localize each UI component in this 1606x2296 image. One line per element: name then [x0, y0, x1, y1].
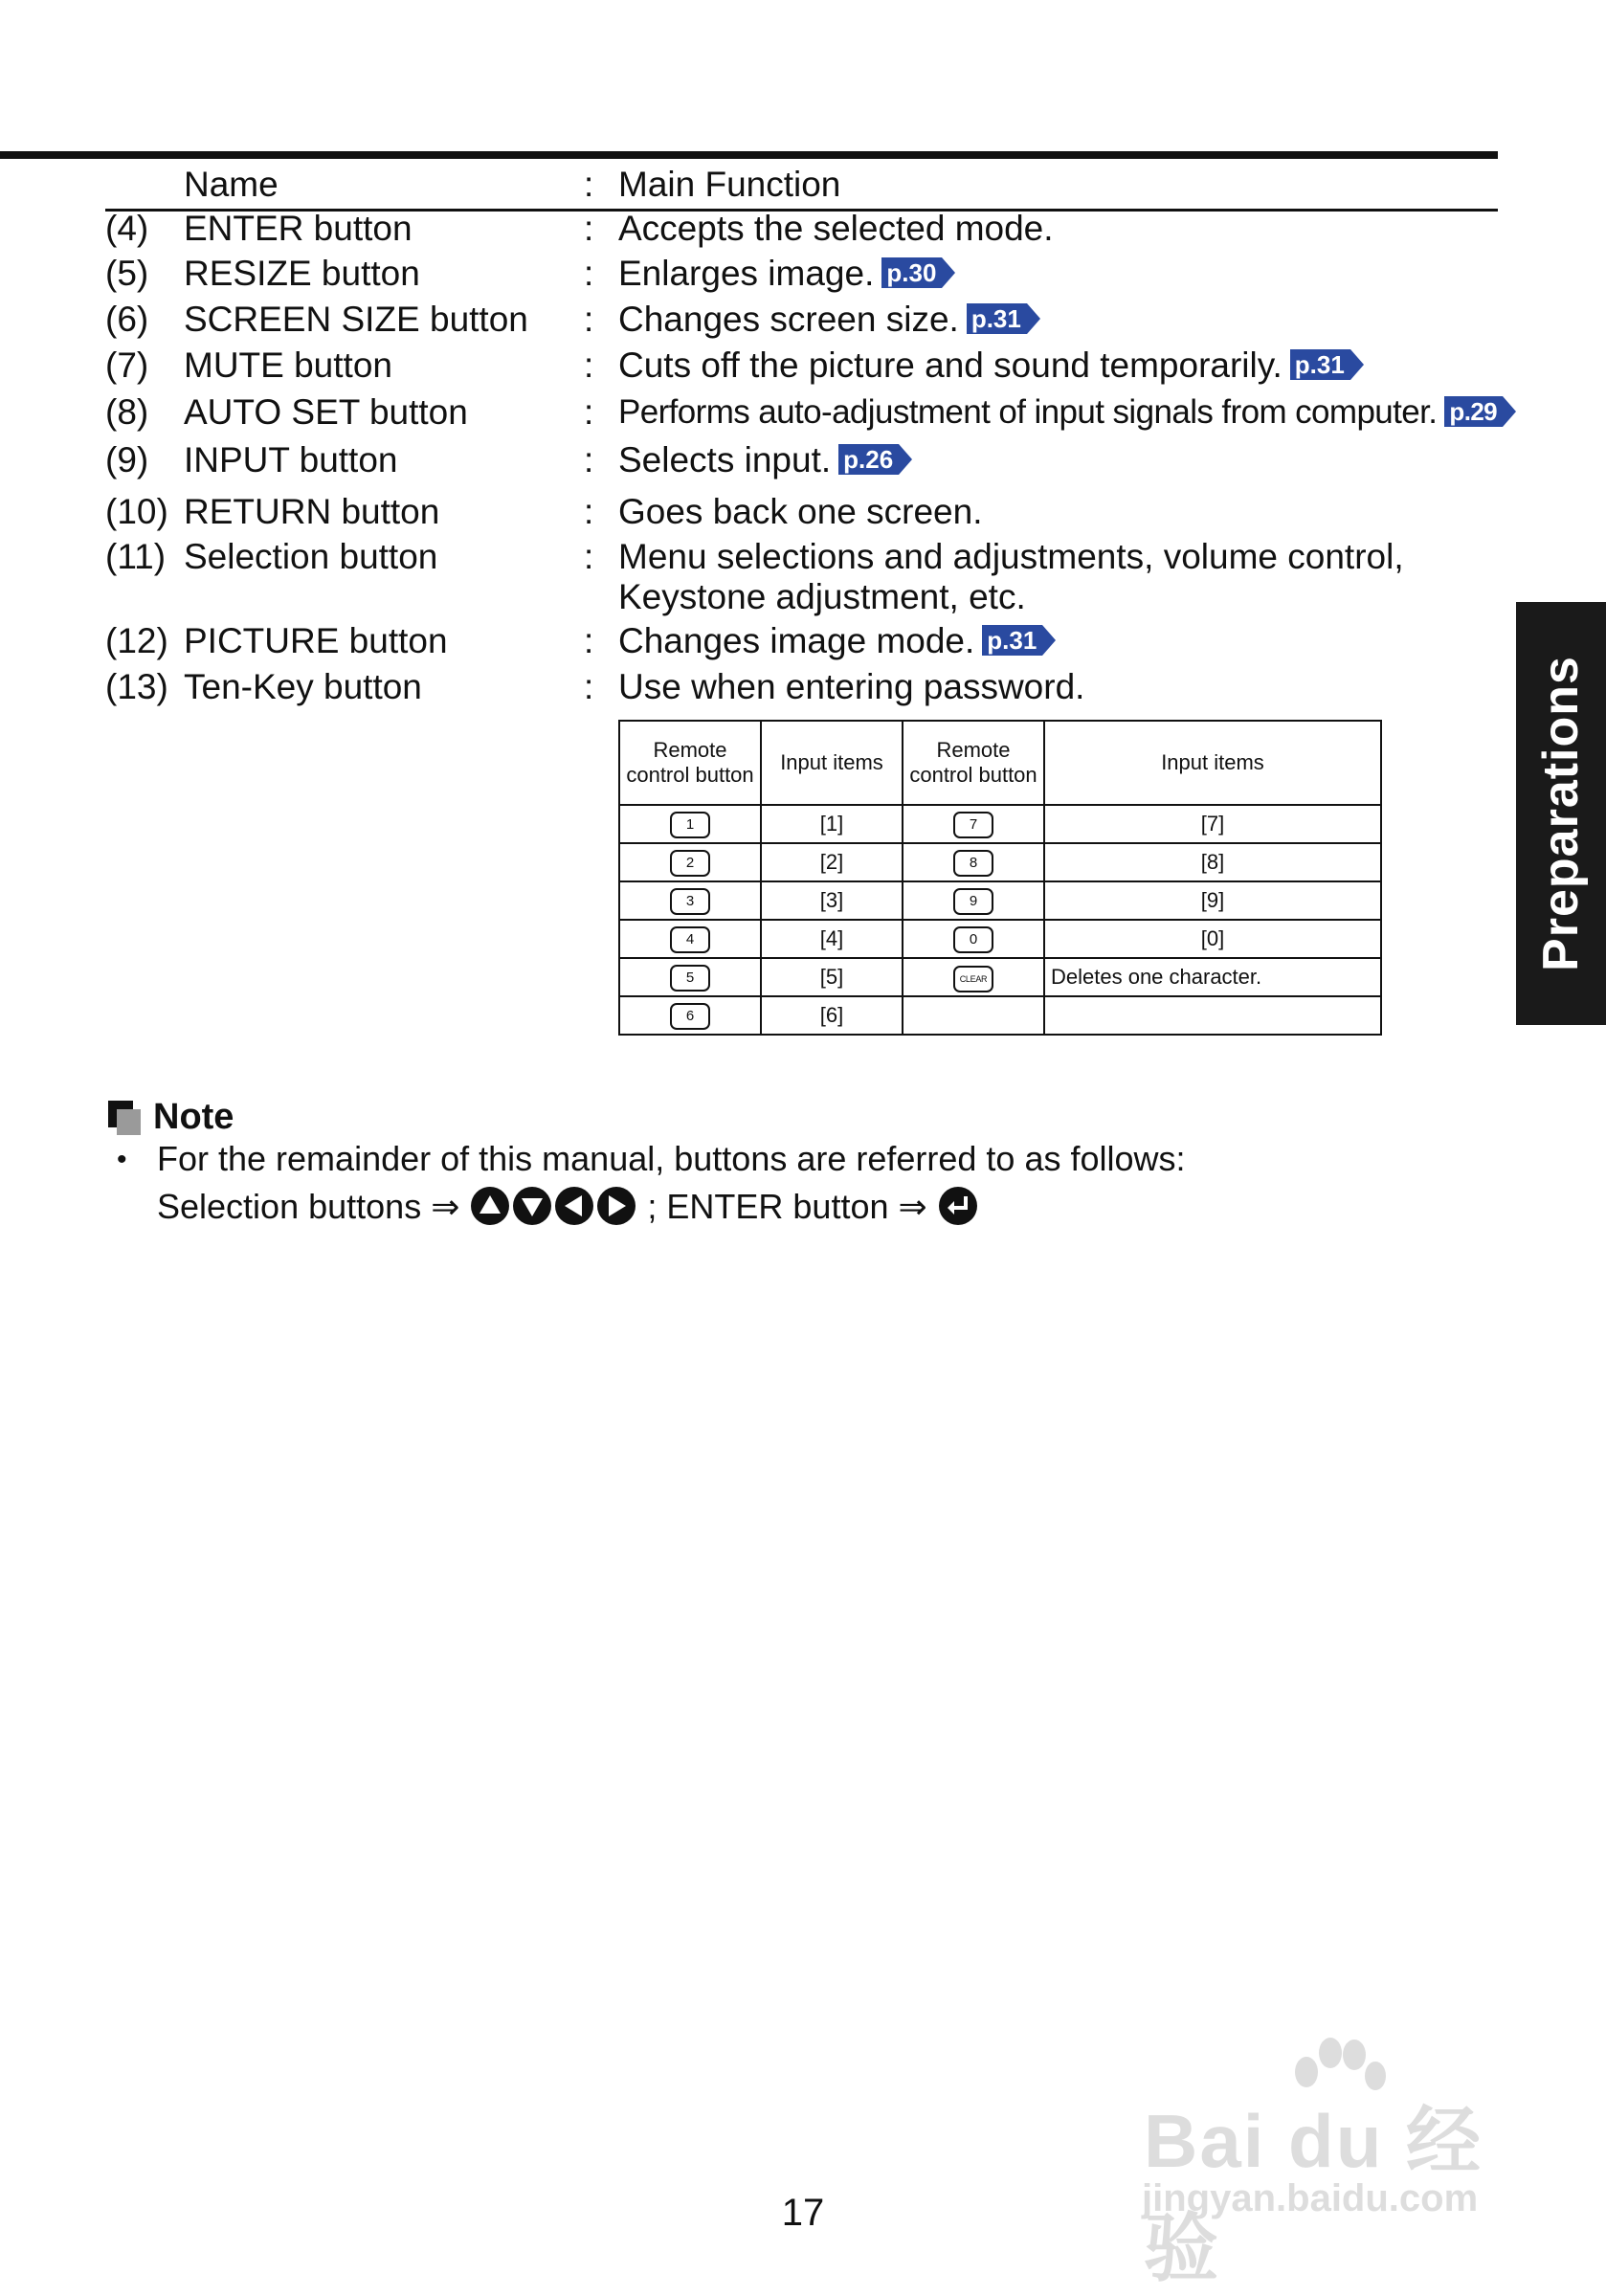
- row-name: RESIZE button: [184, 254, 420, 293]
- row-name: RETURN button: [184, 492, 440, 531]
- remote-key-cell: [903, 805, 1044, 843]
- row-function-text: Enlarges image.: [618, 254, 875, 293]
- watermark-url: jingyan.baidu.com: [1142, 2177, 1479, 2219]
- row-colon: :: [584, 346, 594, 385]
- row-colon: :: [584, 492, 594, 531]
- row-number: (9): [105, 440, 149, 479]
- section-tab: [1516, 602, 1606, 1025]
- keys-table-row: [619, 996, 1381, 1035]
- row-number: (8): [105, 392, 149, 432]
- enter-icon: [939, 1187, 977, 1225]
- input-item-cell: [5]: [761, 958, 903, 996]
- row-colon: :: [584, 667, 594, 706]
- keys-table-row: [619, 881, 1381, 920]
- row-number: (4): [105, 209, 149, 248]
- row-name: Selection button: [184, 537, 438, 576]
- row-colon: :: [584, 440, 594, 479]
- input-item-cell: [7]: [1044, 805, 1381, 843]
- input-item-cell: [6]: [761, 996, 903, 1035]
- keys-table-row: [619, 843, 1381, 881]
- input-item-cell: [0]: [1044, 920, 1381, 958]
- remote-key-icon: 3: [670, 888, 710, 915]
- remote-key-icon: 6: [670, 1003, 710, 1030]
- input-item-cell: Deletes one character.: [1044, 958, 1381, 996]
- input-item-cell: [3]: [761, 881, 903, 920]
- row-name: MUTE button: [184, 346, 392, 385]
- row-function-text: Performs auto-adjustment of input signals from computer.: [618, 393, 1438, 431]
- page-reference-badge[interactable]: p.30: [881, 257, 942, 288]
- ten-key-table: [618, 720, 1382, 1036]
- input-item-cell: [2]: [761, 843, 903, 881]
- remote-key-icon: 5: [670, 965, 710, 992]
- row-number: (12): [105, 621, 168, 660]
- row-function-text: Use when entering password.: [618, 667, 1085, 706]
- keys-table-row: [619, 805, 1381, 843]
- keys-table-row: [619, 920, 1381, 958]
- row-function: [618, 346, 1499, 386]
- row-function-text: Changes image mode.: [618, 621, 975, 660]
- bullet: •: [117, 1144, 127, 1175]
- row-name: PICTURE button: [184, 621, 448, 660]
- remote-key-cell: [619, 920, 761, 958]
- remote-key-cell: [903, 996, 1044, 1035]
- table-header: [105, 165, 1498, 212]
- note-line-2-b: ; ENTER button ⇒: [647, 1187, 927, 1226]
- watermark-brand: Bai du 经验: [1144, 2099, 1483, 2290]
- arrow-left-icon: [555, 1187, 593, 1225]
- header-name: Name: [184, 165, 279, 204]
- arrow-down-icon: [513, 1187, 551, 1225]
- row-name: Ten-Key button: [184, 667, 422, 706]
- remote-key-icon: 2: [670, 850, 710, 877]
- page-number: 17: [781, 2192, 825, 2234]
- row-function-text: Accepts the selected mode.: [618, 209, 1054, 248]
- row-function-text: Cuts off the picture and sound temporarily.: [618, 346, 1283, 385]
- page-reference-badge[interactable]: p.26: [838, 444, 899, 475]
- remote-key-cell: [619, 881, 761, 920]
- keys-header-3: Remote control button: [903, 721, 1044, 805]
- watermark: [1134, 2034, 1507, 2290]
- row-name: AUTO SET button: [184, 392, 468, 432]
- row-function: [618, 621, 1499, 661]
- row-colon: :: [584, 300, 594, 339]
- remote-key-cell: [903, 920, 1044, 958]
- page-reference-badge[interactable]: p.31: [967, 303, 1027, 334]
- input-item-cell: [1044, 996, 1381, 1035]
- header-colon: :: [584, 165, 594, 204]
- remote-key-cell: [619, 843, 761, 881]
- remote-key-cell: [903, 881, 1044, 920]
- row-number: (5): [105, 254, 149, 293]
- row-function: [618, 300, 1499, 340]
- row-function-text: Goes back one screen.: [618, 492, 983, 531]
- section-tab-label: Preparations: [1533, 656, 1589, 971]
- row-function: [618, 667, 1499, 707]
- row-colon: :: [584, 621, 594, 660]
- note-title: Note: [153, 1097, 234, 1137]
- row-function: [618, 537, 1499, 617]
- note-line-2-a: Selection buttons ⇒: [157, 1187, 460, 1226]
- row-function: [618, 392, 1499, 433]
- page-reference-badge[interactable]: p.31: [982, 625, 1042, 656]
- remote-key-cell: [903, 958, 1044, 996]
- header-func: Main Function: [618, 165, 841, 204]
- note-icon: [108, 1101, 141, 1135]
- page-reference-badge[interactable]: p.29: [1444, 396, 1503, 427]
- input-item-cell: [4]: [761, 920, 903, 958]
- row-name: INPUT button: [184, 440, 398, 479]
- top-rule: [0, 151, 1498, 159]
- remote-key-icon: 8: [953, 850, 993, 877]
- note-line-2: [157, 1187, 979, 1228]
- keys-header-2: Input items: [761, 721, 903, 805]
- row-function-text: Selects input.: [618, 440, 832, 479]
- row-function-text: Changes screen size.: [618, 300, 959, 339]
- input-item-cell: [8]: [1044, 843, 1381, 881]
- input-item-cell: [9]: [1044, 881, 1381, 920]
- row-colon: :: [584, 209, 594, 248]
- row-colon: :: [584, 392, 594, 432]
- row-name: ENTER button: [184, 209, 413, 248]
- row-function: [618, 209, 1499, 249]
- arrow-up-icon: [471, 1187, 509, 1225]
- row-colon: :: [584, 537, 594, 576]
- row-name: SCREEN SIZE button: [184, 300, 528, 339]
- row-number: (7): [105, 346, 149, 385]
- remote-key-icon: 7: [953, 812, 993, 838]
- row-function: [618, 440, 1499, 480]
- keys-header-4: Input items: [1044, 721, 1381, 805]
- remote-key-icon: CLEAR: [953, 966, 993, 992]
- input-item-cell: [1]: [761, 805, 903, 843]
- page-reference-badge[interactable]: p.31: [1290, 349, 1350, 380]
- row-colon: :: [584, 254, 594, 293]
- keys-table-row: [619, 958, 1381, 996]
- row-number: (13): [105, 667, 168, 706]
- row-function-line2: Keystone adjustment, etc.: [618, 577, 1026, 616]
- remote-key-icon: 9: [953, 888, 993, 915]
- remote-key-cell: [619, 958, 761, 996]
- row-number: (10): [105, 492, 168, 531]
- note-line-1: For the remainder of this manual, buttons are referred to as follows:: [157, 1139, 1186, 1178]
- row-function-text: Menu selections and adjustments, volume control,: [618, 537, 1404, 576]
- row-number: (6): [105, 300, 149, 339]
- keys-header-1: Remote control button: [619, 721, 761, 805]
- remote-key-cell: [619, 805, 761, 843]
- remote-key-icon: 1: [670, 812, 710, 838]
- remote-key-icon: 0: [953, 926, 993, 953]
- row-function: [618, 254, 1499, 294]
- row-number: (11): [105, 537, 167, 576]
- remote-key-cell: [903, 843, 1044, 881]
- remote-key-icon: 4: [670, 926, 710, 953]
- arrow-right-icon: [597, 1187, 636, 1225]
- remote-key-cell: [619, 996, 761, 1035]
- row-function: [618, 492, 1499, 532]
